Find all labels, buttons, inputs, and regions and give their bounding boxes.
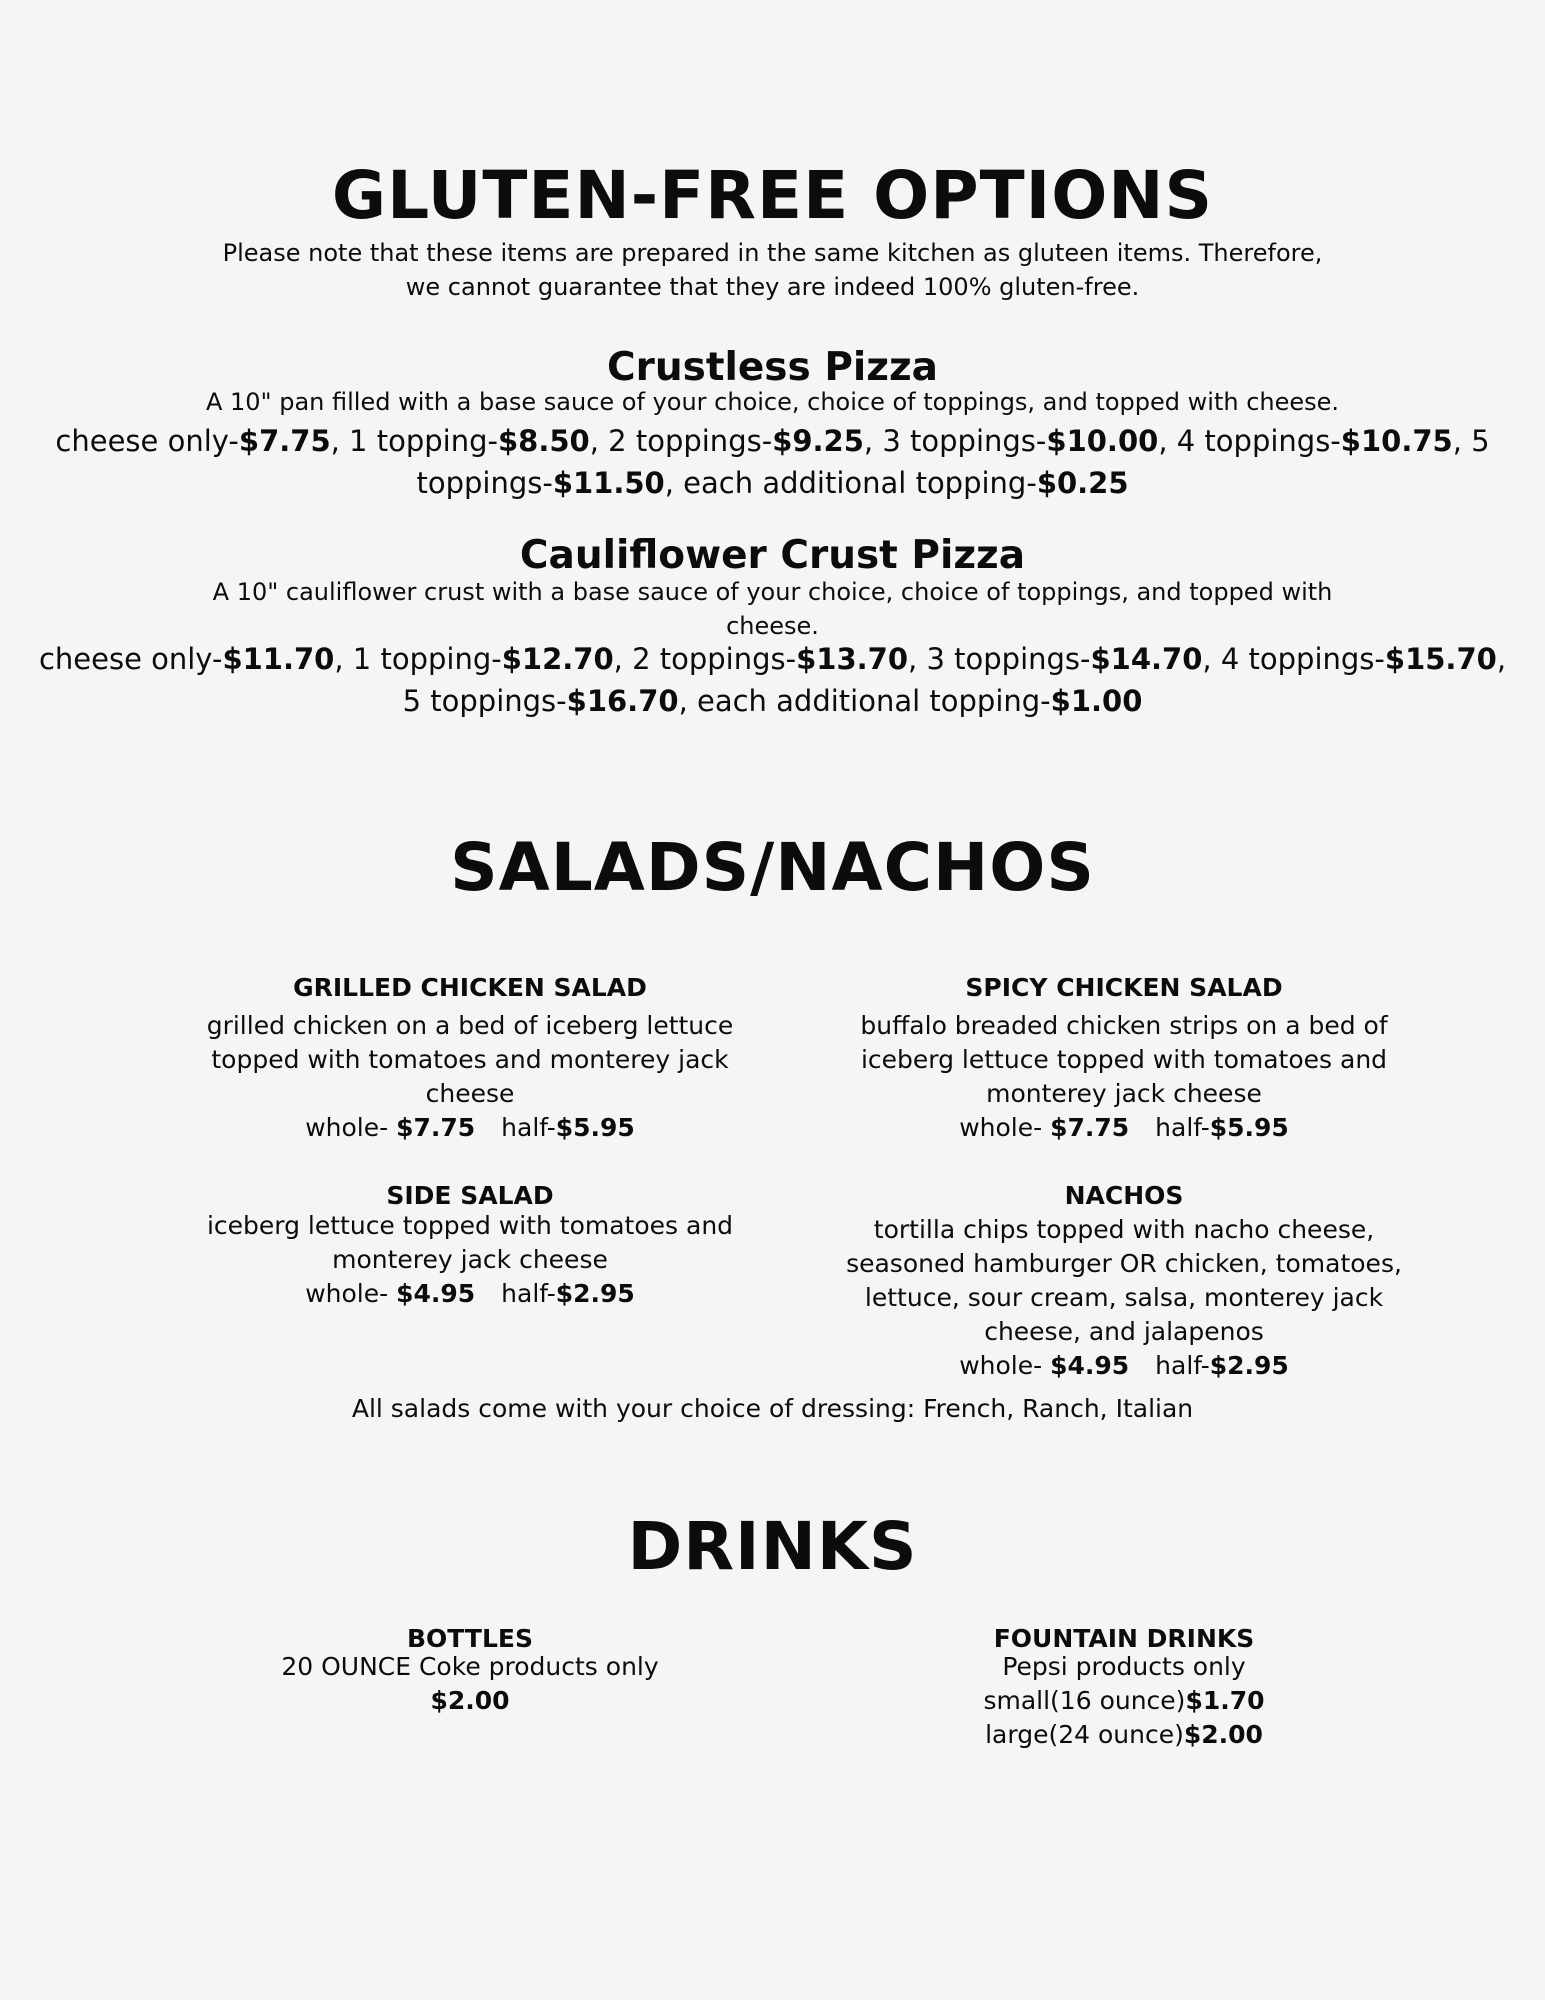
item-price: large(24 ounce)$2.00 — [985, 1720, 1263, 1749]
item-desc-line: cheese, and jalapenos — [984, 1317, 1264, 1346]
side-salad — [170, 1179, 770, 1311]
item-desc-line: Pepsi products only — [1002, 1652, 1246, 1681]
price: $16.70 — [566, 684, 679, 718]
item-title: BOTTLES — [406, 1624, 533, 1653]
price: $11.70 — [222, 642, 335, 676]
gluten-note-line1: Please note that these items are prepared in the same kitchen as gluteen items. Therefore, — [222, 239, 1323, 267]
fountain-drinks — [794, 1622, 1454, 1752]
item-title: SPICY CHICKEN SALAD — [965, 973, 1283, 1002]
item-desc-line: tortilla chips topped with nacho cheese, — [873, 1215, 1375, 1244]
price: $7.75 — [238, 424, 331, 458]
item-desc-line: monterey jack cheese — [332, 1245, 608, 1274]
gluten-free-heading: GLUTEN-FREE OPTIONS — [331, 157, 1214, 234]
crustless-pizza-title: Crustless Pizza — [607, 345, 938, 390]
price: $10.00 — [1046, 424, 1159, 458]
item-price: $2.00 — [430, 1686, 510, 1715]
cauliflower-pizza-title: Cauliflower Crust Pizza — [519, 533, 1026, 578]
item-desc-line: 20 OUNCE Coke products only — [281, 1652, 659, 1681]
item-price: whole- $4.95 half-$2.95 — [959, 1351, 1289, 1380]
item-desc-line: buffalo breaded chicken strips on a bed of — [860, 1011, 1388, 1040]
cauliflower-pizza-prices-line2: 5 toppings-$16.70, each additional topping-$1.00 — [402, 684, 1143, 718]
item-desc-line: iceberg lettuce topped with tomatoes and — [860, 1045, 1388, 1074]
price: $14.70 — [1090, 642, 1203, 676]
salads-nachos-heading: SALADS/NACHOS — [450, 829, 1095, 906]
price: $11.50 — [552, 466, 665, 500]
crustless-pizza-desc: A 10" pan filled with a base sauce of your choice, choice of toppings, and topped with cheese. — [205, 388, 1340, 416]
item-title: NACHOS — [1064, 1181, 1184, 1210]
dressing-note: All salads come with your choice of dressing: French, Ranch, Italian — [351, 1394, 1194, 1423]
drinks-heading: DRINKS — [627, 1508, 918, 1585]
item-price: small(16 ounce)$1.70 — [983, 1686, 1265, 1715]
price: $15.70 — [1384, 642, 1497, 676]
cauliflower-pizza-desc-line1: A 10" cauliflower crust with a base sauce of your choice, choice of toppings, and topped with — [212, 578, 1333, 606]
crustless-pizza-prices-line1: cheese only-$7.75, 1 topping-$8.50, 2 toppings-$9.25, 3 toppings-$10.00, 4 toppings-$10.75, 5 — [55, 424, 1490, 458]
item-desc-line: topped with tomatoes and monterey jack — [211, 1045, 729, 1074]
gluten-note-line2: we cannot guarantee that they are indeed 100% gluten-free. — [405, 273, 1140, 301]
item-title: SIDE SALAD — [386, 1181, 554, 1210]
item-title: GRILLED CHICKEN SALAD — [293, 973, 647, 1002]
item-desc-line: grilled chicken on a bed of iceberg lettuce — [206, 1011, 734, 1040]
price: $9.25 — [772, 424, 864, 458]
item-title: FOUNTAIN DRINKS — [993, 1624, 1255, 1653]
item-price: whole- $4.95 half-$2.95 — [305, 1279, 635, 1308]
price: $8.50 — [497, 424, 590, 458]
price: $10.75 — [1340, 424, 1453, 458]
item-desc-line: cheese — [425, 1079, 515, 1108]
price: $12.70 — [501, 642, 614, 676]
price: $1.00 — [1050, 684, 1143, 718]
item-desc-line: seasoned hamburger OR chicken, tomatoes, — [846, 1249, 1402, 1278]
cauliflower-pizza-prices-line1: cheese only-$11.70, 1 topping-$12.70, 2 toppings-$13.70, 3 toppings-$14.70, 4 toppings-$15.70, — [38, 642, 1507, 676]
item-desc-line: monterey jack cheese — [986, 1079, 1262, 1108]
item-desc-line: lettuce, sour cream, salsa, monterey jack — [864, 1283, 1384, 1312]
grilled-chicken-salad — [170, 971, 770, 1145]
crustless-pizza-prices-line2: toppings-$11.50, each additional topping-$0.25 — [416, 466, 1129, 500]
item-price: whole- $7.75 half-$5.95 — [305, 1113, 635, 1142]
price: $0.25 — [1036, 466, 1129, 500]
item-price: whole- $7.75 half-$5.95 — [959, 1113, 1289, 1142]
item-desc-line: iceberg lettuce topped with tomatoes and — [206, 1211, 734, 1240]
cauliflower-pizza-desc-line2: cheese. — [726, 612, 819, 640]
price: $13.70 — [796, 642, 909, 676]
bottles — [170, 1622, 770, 1718]
spicy-chicken-salad — [794, 971, 1454, 1145]
nachos — [794, 1179, 1454, 1383]
